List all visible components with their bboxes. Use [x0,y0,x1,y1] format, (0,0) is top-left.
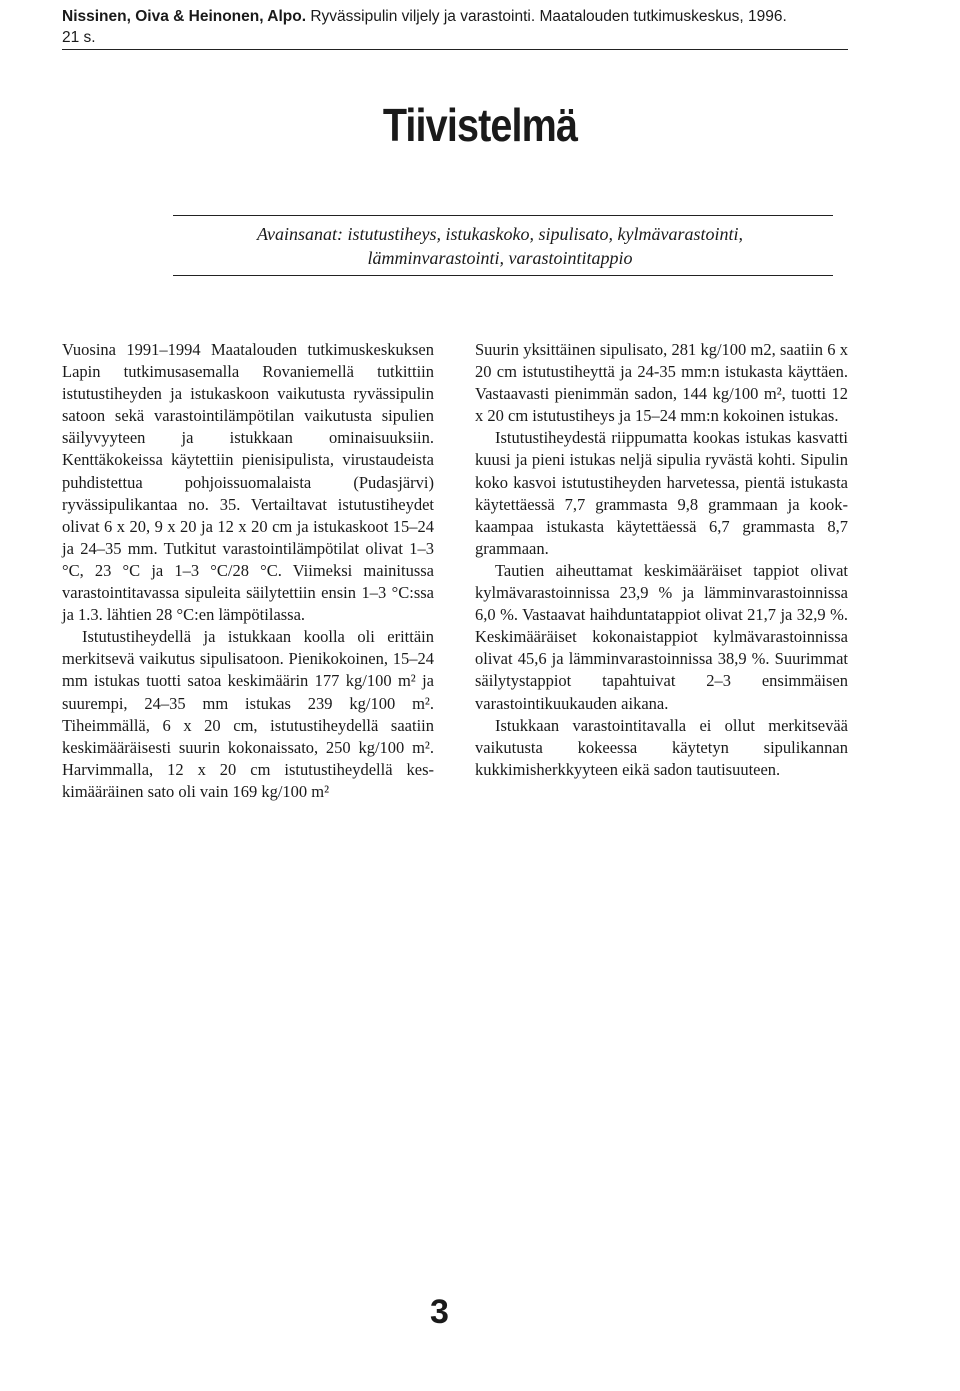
keywords-line-2: lämminvarastointi, varastointitappio [367,248,633,268]
keywords [150,222,850,270]
right-paragraph-1: Suurin yksittäinen sipulisato, 281 kg/100 m2, saatiin 6 x 20 cm istutustiheyttä ja 24-35 mm:n istukasta käyttäen. Vastaavasti pienimmän sadon, 144 kg/100 m², tuotti 12 x 20 cm istutustiheys ja 15–24 mm:n kokoinen istukas. [475,340,848,426]
left-paragraph-2: Istutustiheydellä ja istukkaan koolla oli erittäin merkitsevä vaikutus sipulisatoon. Pienikokoinen, 15–24 mm istukas tuotti satoa keskimäärin 177 kg/100 m² ja suurempi, 24–35 mm istukas 239 kg/100 m². Tiheimmällä, 6 x 20 cm, istutustiheydellä saatiin keskimääräisesti suurin kokonaissato, 250 kg/100 m². Harvimmalla, 12 x 20 cm istutustiheydellä keskimääräinen sato oli vain 169 kg/100 m² [62,627,434,801]
page-title: Tiivistelmä [382,99,578,151]
right-paragraph-2: Istutustiheydestä riippumatta kookas istukas kasvatti kuusi ja pieni istukas neljä sipulia ryvästä kohti. Sipulin koko kasvoi istutustiheyden harvetessa, pientä istukasta käytettäessä 7,7 grammasta 9,8 grammaan ja kookkaampaa istukasta käytettäessä 6,7 grammasta 8,7 grammaan. [475,428,848,558]
header-rule [62,49,848,50]
right-column [475,339,848,781]
keywords-top-rule [173,215,833,216]
page-count: 21 s. [62,29,96,46]
keywords-label: Avainsanat: [257,224,343,244]
right-paragraph-4: Istukkaan varastointitavalla ei ollut merkitsevää vaikutusta kokeessa käytetyn sipulikannan kukkimisherkkyyteen eikä sadon tautisuuteen. [475,715,848,779]
citation-header [62,6,852,48]
right-paragraph-3: Tautien aiheuttamat keskimääräiset tappiot olivat kylmävarastoinnissa 23,9 % ja lämminvarastoinnissa 6,0 %. Vastaavat haihduntatappiot olivat 21,7 ja 32,9 %. Keskimääräiset kokonaistappiot kylmävarastoinnissa olivat 45,6 ja lämminvarastoinnissa 38,9 %. Suurimmat säilytystappiot tapahtuivat 2–3 ensimmäisen varastointikuukauden aikana. [475,560,848,713]
page-number: 3 [430,1293,449,1331]
left-column [62,339,434,803]
citation-text: Ryvässipulin viljely ja varastointi. Maatalouden tutkimuskeskus, 1996. [310,8,787,25]
keywords-line-1: istutustiheys, istukaskoko, sipulisato, kylmävarastointi, [347,224,743,244]
keywords-bottom-rule [173,275,833,276]
left-paragraph-1: Vuosina 1991–1994 Maatalouden tutkimuskeskuksen Lapin tutkimusasemalla Rovaniemellä tutkittiin istutustiheyden ja istukaskoon vaikutusta ryvässipulin satoon sekä varastointilämpötilan vaikutusta sipulien säilyvyyteen ja istukkaan ominaisuuksiin. Kenttäkokeissa käytettiin pienisipulista, virustaudeista puhdistettua pohjoissuomalaista (Pudasjärvi) ryvässipulikantaa no. 35. Vertailtavat istutustiheydet olivat 6 x 20, 9 x 20 ja 12 x 20 cm ja istukaskoot 15–24 ja 24–35 mm. Tutkitut varastointilämpötilat olivat 1–3 °C, 23 °C ja 1–3 °C/28 °C. Viimeksi mainitussa varastointitavassa sipuleita säilytettiin ensin 1–3 °C:ssa ja 1.3. lähtien 28 °C:en lämpötilassa. [62,340,434,625]
authors: Nissinen, Oiva & Heinonen, Alpo. [62,8,307,25]
